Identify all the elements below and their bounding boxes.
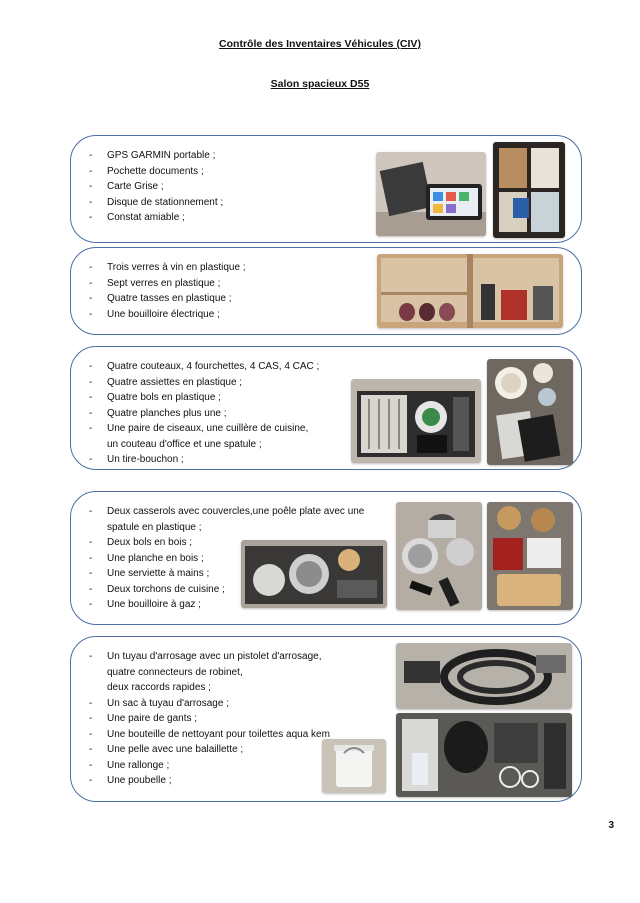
list-item: - Une bouilloire à gaz ; bbox=[89, 597, 364, 613]
list-item: - Carte Grise ; bbox=[89, 179, 223, 195]
list-item: - Constat amiable ; bbox=[89, 210, 223, 226]
inventory-section-2 bbox=[70, 247, 582, 335]
list-item: - Une poubelle ; bbox=[89, 773, 330, 789]
item-list bbox=[89, 260, 246, 322]
list-item: - Trois verres à vin en plastique ; bbox=[89, 260, 246, 276]
saucepans-photo bbox=[396, 502, 482, 610]
gps-device-photo bbox=[376, 152, 486, 236]
item-list bbox=[89, 148, 223, 226]
inventory-section-5 bbox=[70, 636, 582, 802]
list-item: - Disque de stationnement ; bbox=[89, 195, 223, 211]
pans-drawer-photo bbox=[241, 540, 387, 608]
list-item: - Une bouilloire électrique ; bbox=[89, 307, 246, 323]
list-item: - Un tuyau d'arrosage avec un pistolet d'arrosage, quatre connecteurs de robinet, deux raccords rapides ; bbox=[89, 649, 330, 696]
list-item: - Deux bols en bois ; bbox=[89, 535, 364, 551]
inventory-section-4 bbox=[70, 491, 582, 625]
plates-boards-photo bbox=[487, 359, 573, 465]
list-item: - Quatre planches plus une ; bbox=[89, 406, 319, 422]
trash-bin-photo bbox=[322, 739, 386, 793]
list-item: - Une pelle avec une balaillette ; bbox=[89, 742, 330, 758]
inventory-section-3 bbox=[70, 346, 582, 470]
list-item: - Un tire-bouchon ; bbox=[89, 452, 319, 468]
list-item: - Pochette documents ; bbox=[89, 164, 223, 180]
list-item: - Quatre bols en plastique ; bbox=[89, 390, 319, 406]
list-item: - Deux torchons de cuisine ; bbox=[89, 582, 364, 598]
cutlery-drawer-photo bbox=[351, 379, 481, 463]
list-item: - Sept verres en plastique ; bbox=[89, 276, 246, 292]
list-item: - Une paire de ciseaux, une cuillère de cuisine, un couteau d'office et une spatule ; bbox=[89, 421, 319, 452]
document-subtitle: Salon spacieux D55 bbox=[270, 78, 370, 90]
list-item: - Une planche en bois ; bbox=[89, 551, 364, 567]
list-item: - Une serviette à mains ; bbox=[89, 566, 364, 582]
inventory-section-1 bbox=[70, 135, 582, 243]
cupboard-glasses-photo bbox=[377, 254, 563, 328]
list-item: - Quatre assiettes en plastique ; bbox=[89, 375, 319, 391]
item-list bbox=[89, 649, 330, 789]
list-item: - Deux casserols avec couvercles,une poêle plate avec une spatule en plastique ; bbox=[89, 504, 364, 535]
list-item: - Quatre tasses en plastique ; bbox=[89, 291, 246, 307]
list-item: - GPS GARMIN portable ; bbox=[89, 148, 223, 164]
cleaning-supplies-photo bbox=[396, 713, 572, 797]
document-pouch-photo bbox=[493, 142, 565, 238]
document-title: Contrôle des Inventaires Véhicules (CIV) bbox=[219, 38, 421, 50]
list-item: - Quatre couteaux, 4 fourchettes, 4 CAS, 4 CAC ; bbox=[89, 359, 319, 375]
page-number: 3 bbox=[608, 820, 614, 831]
list-item: - Une bouteille de nettoyant pour toilettes aqua kem bbox=[89, 727, 330, 743]
garden-hose-photo bbox=[396, 643, 572, 709]
list-item: - Une rallonge ; bbox=[89, 758, 330, 774]
wood-items-photo bbox=[487, 502, 573, 610]
list-item: - Une paire de gants ; bbox=[89, 711, 330, 727]
list-item: - Un sac à tuyau d'arrosage ; bbox=[89, 696, 330, 712]
item-list bbox=[89, 359, 319, 468]
